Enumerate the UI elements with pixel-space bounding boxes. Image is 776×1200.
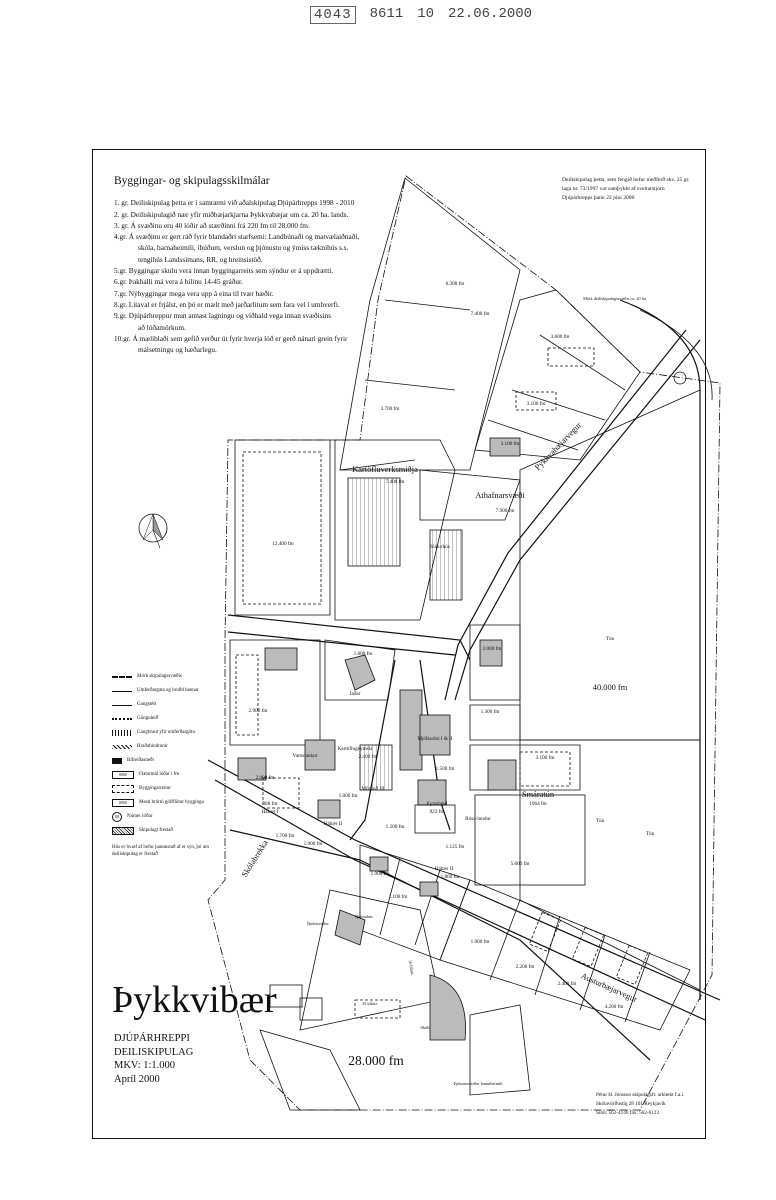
- legend-symbol: [112, 730, 132, 736]
- map-label: Tún: [595, 818, 605, 824]
- terms-item: 4.gr. Á svæðinu er gert ráð fyrir blandaðri starfsemi: Landbúnaði og matvælaiðnaði,: [114, 232, 360, 242]
- map-label: 923 fm: [429, 809, 445, 815]
- legend-item: [112, 754, 222, 768]
- map-label: 1.300 fm: [480, 709, 500, 715]
- legend-item: [112, 768, 222, 782]
- subtitle-line: DEILISKIPULAG: [114, 1046, 194, 1058]
- map-label: Rósa-lundur: [465, 816, 491, 822]
- map-label: 1.800 fm: [353, 651, 373, 657]
- map-label: 7.900 fm: [495, 508, 515, 514]
- map-label: Eyrarland: [426, 801, 448, 807]
- map-label: Smáratún: [521, 790, 555, 799]
- legend-symbol: 0000: [112, 771, 134, 779]
- terms-list: [114, 197, 372, 355]
- terms-item: 5.gr. Byggingar skulu vera innan byggingarreits sem sýndur er á uppdrætti.: [114, 266, 334, 276]
- planning-terms: [114, 176, 372, 355]
- map-label: Pykkvabæjarvegur: [533, 420, 584, 472]
- map-label: Skólabrekka: [239, 838, 270, 879]
- subtitle-line: DJÚPÁRHREPPI: [114, 1033, 190, 1044]
- map-label: 2.000 fm: [482, 646, 502, 652]
- map-label: Íþróttahús: [355, 914, 373, 919]
- approval-line: Djúpárhrepps þann 22 júní 2000: [562, 195, 635, 201]
- map-label: 6.300 fm: [445, 281, 465, 287]
- map-label: 40.000 fm: [592, 683, 628, 692]
- map-label: 2.900 fm: [248, 708, 268, 714]
- stamp-number-a: 4043: [310, 6, 356, 24]
- terms-item: skóla, barnaheimili, íbúðum, verslun og þjónustu og ýmiss tæknihús s.s.: [138, 243, 349, 253]
- terms-item: 7.gr. Nýbyggingar mega vera upp á eina til tvær hæðir.: [114, 288, 274, 298]
- map-legend: [112, 670, 222, 858]
- map-label: Jaðar: [349, 691, 361, 697]
- map-label: 7.400 fm: [385, 479, 405, 485]
- map-label: 28.000 fm: [348, 1053, 404, 1068]
- legend-item: [112, 782, 222, 796]
- legend-symbol: 0000: [112, 799, 134, 807]
- legend-label: Númer lóðar: [127, 814, 153, 819]
- map-label: Íþróttavöllur: [307, 921, 329, 926]
- map-label: 1.125 fm: [445, 844, 465, 850]
- map-label: Vatnstankur: [292, 753, 318, 759]
- map-label: Mörk deiliskipulagssvæðis ca. 20 ha.: [583, 296, 647, 301]
- legend-label: Mesti brúttó gólfflötur bygginga: [139, 800, 204, 805]
- map-label: 1.000 fm: [370, 871, 390, 877]
- legend-symbol: [112, 745, 132, 749]
- approval-line: laga nr. 73/1997 var samþykkt af sveitarstjórn: [562, 186, 665, 192]
- terms-title: Byggingar- og skipulagsskilmálar: [114, 175, 270, 187]
- map-label: Skóli: [420, 1025, 430, 1030]
- legend-item: [112, 684, 222, 698]
- map-label: 1.500 fm: [435, 766, 455, 772]
- map-title: Þykkvibær: [112, 979, 277, 1021]
- legend-label: Gönguleið: [137, 716, 159, 721]
- legend-item: [112, 740, 222, 754]
- map-label: 3.700 fm: [380, 406, 400, 412]
- stamp-number-c: 10: [417, 6, 435, 22]
- firm-line: Skólavörðustíg 28 101 Reykjavík: [596, 1101, 666, 1107]
- map-label: 3.100 fm: [526, 401, 546, 407]
- legend-symbol: [112, 758, 122, 764]
- map-label: 1064 fm: [529, 801, 547, 807]
- legend-item: [112, 726, 222, 740]
- map-label: 5.600 fm: [510, 861, 530, 867]
- map-label: Hábær II: [323, 821, 343, 827]
- firm-line: Sími: 562-4140 fax: 562-6123: [596, 1110, 659, 1116]
- approval-line: Deiliskipulag þetta, sem fengið hefur meðferð skv. 25 gr.: [562, 177, 690, 183]
- map-label: 388 fm: [262, 801, 278, 807]
- map-label: 7.400 fm: [470, 311, 490, 317]
- legend-item: [112, 712, 222, 726]
- north-arrow: [139, 514, 167, 548]
- legend-item: [112, 670, 222, 684]
- map-label: 2.400 fm: [358, 754, 378, 760]
- map-label: Hábær II: [434, 866, 454, 872]
- subtitle-line: Apríl 2000: [114, 1073, 160, 1085]
- legend-label: Gangstétt: [137, 702, 157, 707]
- map-label: 2.000 fm: [255, 775, 275, 781]
- map-label: 3.100 fm: [535, 755, 555, 761]
- map-label: 1.900 fm: [470, 939, 490, 945]
- terms-item: 9.gr. Djúpárhreppur mun annast lagningu og viðhald vega innan svæðisins: [114, 311, 332, 321]
- map-label: Þjónustuverður barnaheimili: [453, 1081, 503, 1086]
- map-label: 2.200 fm: [515, 964, 535, 970]
- terms-item: 6.gr. Þakhalli má vera á bilinu 14-45 gráður.: [114, 277, 243, 287]
- legend-item: [112, 796, 222, 810]
- map-label: Kartöfluverksmiðja: [352, 465, 418, 474]
- legend-item: [112, 698, 222, 712]
- architect-firm: [596, 1091, 684, 1118]
- legend-symbol: [112, 718, 132, 720]
- legend-label: Skipulagi frestað: [139, 828, 174, 833]
- terms-item: 1. gr. Deiliskipulag þetta er í samræmi við aðalskipulag Djúpárhrepps 1998 - 2010: [114, 198, 355, 208]
- legend-label: Flatarmál lóðar í fm: [139, 772, 180, 777]
- legend-label: Bifreiðastæði: [127, 758, 154, 763]
- map-label: Kartöflugeymsla: [337, 746, 373, 752]
- map-label: 1.860 fm: [440, 874, 460, 880]
- terms-item: að lóðamörkum.: [138, 322, 186, 332]
- stamp-number-b: 8611: [369, 6, 404, 22]
- map-label: 1.000 fm: [338, 793, 358, 799]
- map-label: Tún: [605, 636, 615, 642]
- map-label: 3.100 fm: [500, 441, 520, 447]
- legend-label: Mörk skipulagssvæðis: [137, 674, 182, 679]
- map-label: 1.000 fm: [303, 841, 323, 847]
- legend-label: Hraðahindrunir: [137, 744, 168, 749]
- terms-item: 2. gr. Deiliskipulagið nær yfir miðbæjarkjarna Þykkvabæjar um ca. 20 ha. lands.: [114, 209, 349, 219]
- legend-symbol: 00: [112, 812, 122, 822]
- map-label: Sláturhús: [430, 544, 450, 550]
- approval-note: [562, 176, 712, 203]
- map-label: Tún: [645, 831, 655, 837]
- map-label: Hábær I: [261, 809, 279, 815]
- map-label: 1.700 fm: [275, 833, 295, 839]
- map-subtitle: [114, 1032, 193, 1086]
- legend-symbol: [112, 705, 132, 706]
- roundabout: [674, 372, 686, 384]
- legend-item: [112, 824, 222, 838]
- legend-item: [112, 810, 222, 824]
- map-label: 1.200 fm: [385, 824, 405, 830]
- terms-item: 8.gr. Litaval er frjálst, en þó er mælt með jarðarlitum sem fara vel í umhverfi.: [114, 299, 340, 309]
- map-label: Mjólkurbú I & II: [417, 736, 453, 742]
- map-label: 3.600 fm: [550, 334, 570, 340]
- terms-item: 3. gr. Á svæðinu eru 40 lóðir að stærðinni frá 220 fm til 28.000 fm.: [114, 220, 310, 230]
- terms-item: málsetningu og hæðarlegu.: [138, 345, 217, 355]
- legend-symbol: [112, 691, 132, 692]
- terms-item: 10.gr. Á mæliblaði sem gefið verður út fyrir hverja lóð er gerð nánari grein fyrir: [114, 333, 348, 343]
- map-label: 1.100 fm: [388, 894, 408, 900]
- map-label: Mörkuð III: [361, 786, 385, 792]
- legend-label: Byggingarreitur: [139, 786, 171, 791]
- legend-note: Hús er hvarf af hefur þaunnstað af er sýn, þó um deiliskipulag er frestað: [112, 845, 210, 857]
- legend-symbol: [112, 676, 132, 678]
- legend-symbol: [112, 785, 134, 793]
- map-label: 4.200 fm: [604, 1004, 624, 1010]
- map-label: 2.400 fm: [557, 981, 577, 987]
- subtitle-line: MKV: 1:1.000: [114, 1060, 176, 1071]
- legend-symbol: [112, 827, 134, 835]
- legend-label: Umferðargata og bruðd hennar: [137, 688, 199, 693]
- map-label: 16 bílast.: [407, 959, 416, 976]
- legend-label: Gangbraut yfir umferðargötu: [137, 730, 195, 735]
- map-label: Austurbæjarvegur: [579, 971, 639, 1005]
- firm-line: Pétur H. Jónsson skipulagsfr. arkitekt f.a.í.: [596, 1092, 685, 1098]
- map-label: Athafnarsvæði: [475, 491, 525, 500]
- stamp-date: 22.06.2000: [448, 6, 533, 22]
- map-label: 12.400 fm: [272, 541, 294, 547]
- terms-item: tengihús Landssímans, RR, og hreinsistöð.: [138, 254, 263, 264]
- map-label: 35 bílast.: [362, 1001, 378, 1006]
